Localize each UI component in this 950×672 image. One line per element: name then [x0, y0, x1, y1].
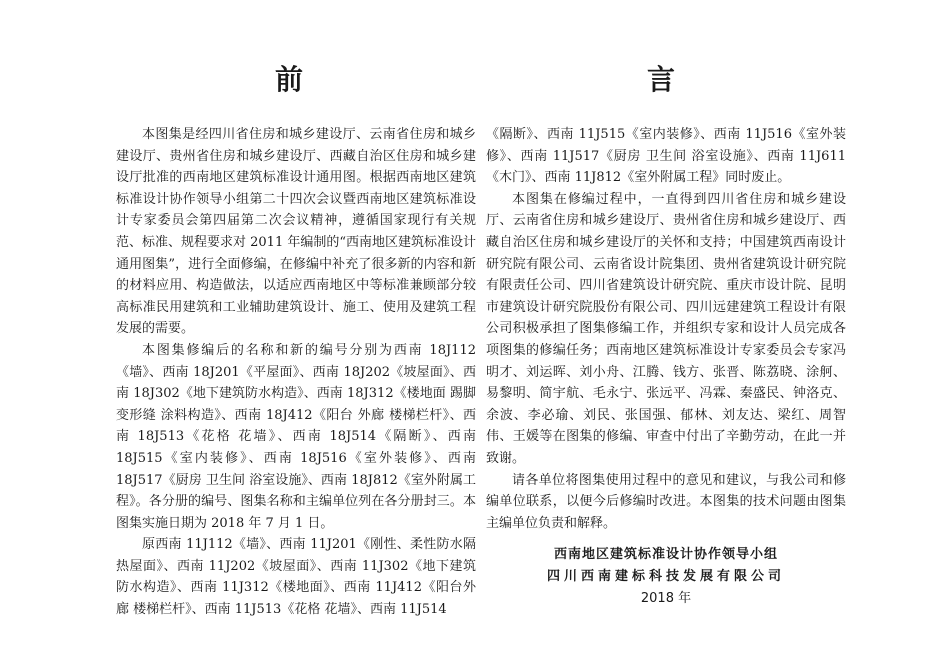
paragraph-intro: 本图集是经四川省住房和城乡建设厅、云南省住房和城乡建设厅、贵州省住房和城乡建设厅、西藏自治区住房和城乡建设厅批准的西南地区建筑标准设计通用图。根据西南地区建筑标准设计协作领导小组第二十四次会议暨西南地区建筑标准设计专家委员会第四届第二次会议精神，遵循国家现行有关规范、标准、规程要求对 2011 年编制的“西南地区建筑标准设计通用图集”，进行全面修编，在修编中补充了很多新的内容和新的材料应用、构造做法，以适应西南地区中等标准兼顾部分较高标准民用建筑和工业辅助建筑设计、施工、使用及建筑工程发展的需要。	[116, 127, 476, 337]
paragraph-abolished: 原西南 11J112《墙》、西南 11J201《刚性、柔性防水隔热屋面》、西南 11J202《坡屋面》、西南 11J302《地下建筑防水构造》、西南 11J312《楼地面》、西南 11J412《阳台外廊 楼梯栏杆》、西南 11J513《花格 花墙》、西南 11J514	[116, 537, 476, 618]
signature-org-leading-group: 西南地区建筑标准设计协作领导小组	[553, 547, 778, 562]
paragraph-abolished-continued: 《隔断》、西南 11J515《室内装修》、西南 11J516《室外装修》、西南 11J517《厨房 卫生间 浴室设施》、西南 11J611《木门》、西南 11J812《室外附属工程》同时废止。	[486, 127, 846, 186]
page-title: 前 言	[274, 63, 771, 96]
paragraph-feedback: 请各单位将图集使用过程中的意见和建议，与我公司和修编单位联系，以便今后修编时改进。本图集的技术问题由图集主编单位负责和解释。	[486, 472, 846, 531]
paragraph-new-codes: 本图集修编后的名称和新的编号分别为西南 18J112《墙》、西南 18J201《平屋面》、西南 18J202《坡屋面》、西南 18J302《地下建筑防水构造》、西南 18J312《楼地面 踢脚 变形缝 涂料构造》、西南 18J412《阳台 外廊 楼梯栏杆》、西南 18J513《花格 花墙》、西南 18J514《隔断》、西南 18J515《室内装修》、西南 18J516《室外装修》、西南 18J517《厨房 卫生间 浴室设施》、西南 18J812《室外附属工程》。各分册的编号、图集名称和主编单位列在各分册封三。本图集实施日期为 2018 年 7 月 1 日。	[116, 342, 476, 531]
right-column	[486, 124, 846, 534]
paragraph-acknowledgement: 本图集在修编过程中，一直得到四川省住房和城乡建设厅、云南省住房和城乡建设厅、贵州省住房和城乡建设厅、西藏自治区住房和城乡建设厅的关怀和支持；中国建筑西南设计研究院有限公司、云南省设计院集团、贵州省建筑设计研究院有限责任公司、四川省建筑设计研究院、重庆市设计院、昆明市建筑设计研究院股份有限公司、四川远建建筑工程设计有限公司积极承担了图集修编工作，并组织专家和设计人员完成各项图集的修编任务；西南地区建筑标准设计专家委员会专家冯明才、刘运晖、刘小舟、江腾、钱方、张晋、陈荔晓、涂舸、易黎明、简宇航、毛永宁、张远平、冯霖、秦盛民、钟洛克、余波、李必瑜、刘民、张国强、郁林、刘友达、梁红、周智伟、王媛等在图集的修编、审查中付出了辛勤劳动，在此一并致谢。	[486, 191, 846, 466]
left-column	[116, 124, 476, 621]
signature-year: 2018 年	[640, 591, 692, 606]
signature-org-company: 四川西南建标科技发展有限公司	[546, 569, 785, 584]
